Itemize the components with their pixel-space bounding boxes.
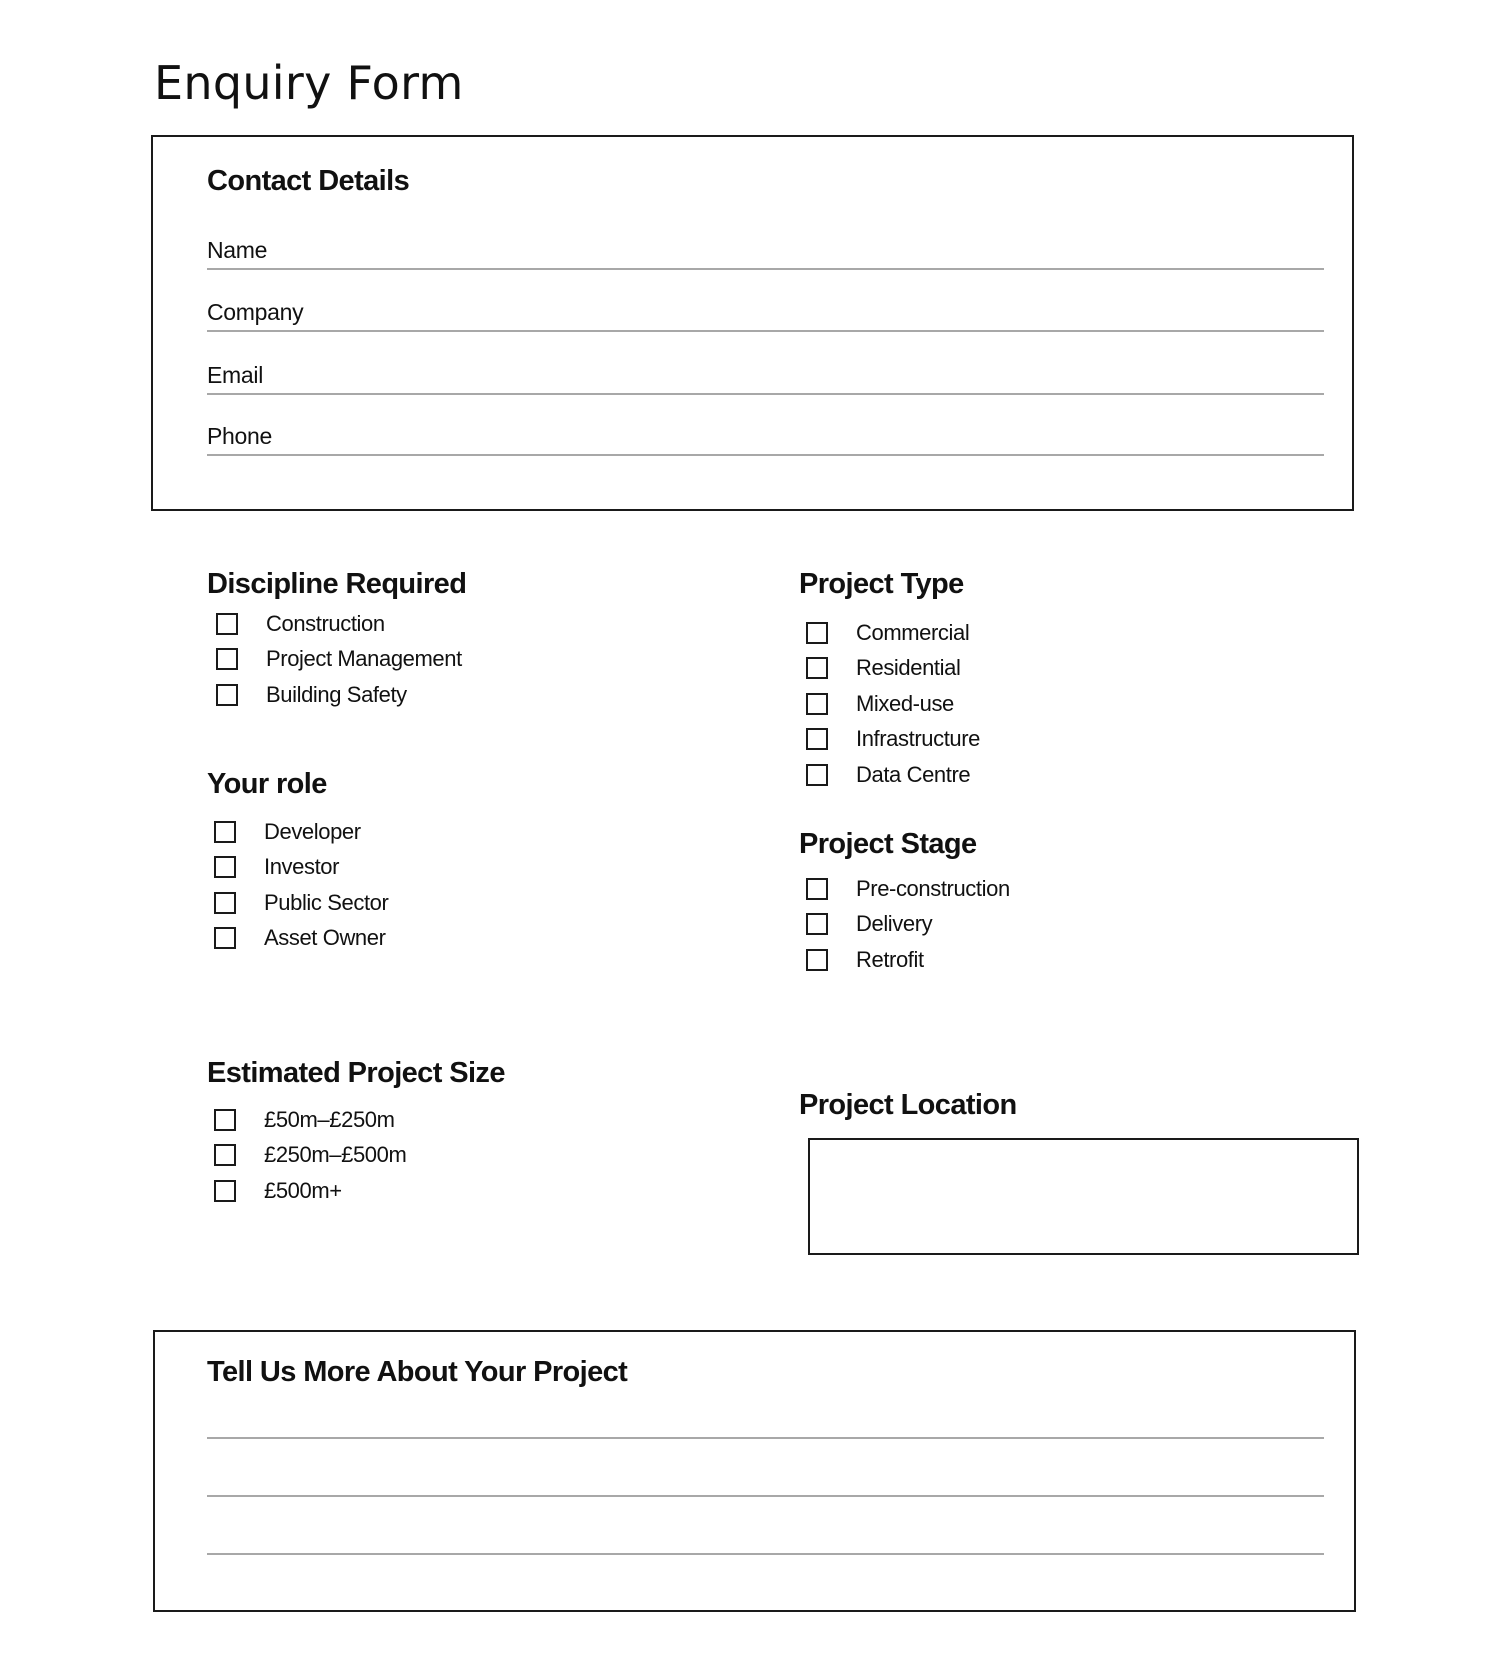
- role-option-developer[interactable]: [205, 814, 388, 850]
- option-label: Infrastructure: [856, 726, 981, 752]
- option-label: £50m–£250m: [264, 1106, 395, 1132]
- checkbox[interactable]: [214, 1109, 236, 1131]
- option-label: Project Management: [266, 646, 462, 672]
- option-label: Residential: [856, 655, 961, 681]
- option-label: Public Sector: [264, 889, 389, 915]
- discipline-option-building-safety[interactable]: [207, 677, 462, 713]
- email-field[interactable]: [207, 363, 1324, 395]
- size-option-250-500[interactable]: [205, 1138, 406, 1174]
- option-label: Data Centre: [856, 761, 971, 787]
- company-field[interactable]: [207, 300, 1324, 332]
- project-details-heading: Tell Us More About Your Project: [207, 1356, 628, 1388]
- project-stage-option-pre-construction[interactable]: [797, 871, 1010, 907]
- project-details-line-3[interactable]: [207, 1553, 1324, 1555]
- size-option-500-plus[interactable]: [205, 1173, 406, 1209]
- role-options: [205, 814, 388, 956]
- checkbox[interactable]: [806, 878, 828, 900]
- phone-field[interactable]: [207, 424, 1324, 456]
- checkbox[interactable]: [806, 657, 828, 679]
- option-label: Pre-construction: [856, 875, 1010, 901]
- checkbox[interactable]: [806, 622, 828, 644]
- project-type-heading: Project Type: [799, 568, 964, 600]
- project-location-heading: Project Location: [799, 1089, 1017, 1121]
- checkbox[interactable]: [216, 684, 238, 706]
- option-label: Investor: [264, 854, 340, 880]
- project-type-option-infrastructure[interactable]: [797, 722, 980, 758]
- checkbox[interactable]: [214, 856, 236, 878]
- option-label: £250m–£500m: [264, 1142, 407, 1168]
- checkbox[interactable]: [214, 927, 236, 949]
- discipline-heading: Discipline Required: [207, 568, 467, 600]
- project-details-line-2[interactable]: [207, 1495, 1324, 1497]
- checkbox[interactable]: [806, 913, 828, 935]
- discipline-option-construction[interactable]: [207, 606, 462, 642]
- project-stage-option-retrofit[interactable]: [797, 942, 1010, 978]
- project-type-option-data-centre[interactable]: [797, 757, 980, 793]
- project-type-option-residential[interactable]: [797, 651, 980, 687]
- contact-details-heading: Contact Details: [207, 165, 410, 197]
- project-location-input[interactable]: [808, 1138, 1359, 1255]
- project-type-option-mixed-use[interactable]: [797, 686, 980, 722]
- role-heading: Your role: [207, 768, 327, 800]
- project-stage-options: [797, 871, 1010, 978]
- checkbox[interactable]: [806, 949, 828, 971]
- option-label: Delivery: [856, 911, 933, 937]
- page-title: Enquiry Form: [154, 56, 464, 110]
- project-details-line-1[interactable]: [207, 1437, 1324, 1439]
- option-label: £500m+: [264, 1177, 342, 1203]
- role-option-asset-owner[interactable]: [205, 921, 388, 957]
- checkbox[interactable]: [214, 892, 236, 914]
- discipline-options: [207, 606, 462, 713]
- email-label: Email: [207, 362, 264, 388]
- checkbox[interactable]: [216, 613, 238, 635]
- checkbox[interactable]: [214, 821, 236, 843]
- option-label: Mixed-use: [856, 690, 954, 716]
- project-type-options: [797, 615, 980, 793]
- role-option-investor[interactable]: [205, 850, 388, 886]
- size-heading: Estimated Project Size: [207, 1057, 505, 1089]
- option-label: Construction: [266, 610, 385, 636]
- checkbox[interactable]: [806, 693, 828, 715]
- checkbox[interactable]: [214, 1180, 236, 1202]
- company-label: Company: [207, 299, 304, 325]
- option-label: Retrofit: [856, 946, 924, 972]
- project-stage-option-delivery[interactable]: [797, 907, 1010, 943]
- checkbox[interactable]: [214, 1144, 236, 1166]
- option-label: Developer: [264, 818, 361, 844]
- role-option-public-sector[interactable]: [205, 885, 388, 921]
- discipline-option-project-management[interactable]: [207, 642, 462, 678]
- project-stage-heading: Project Stage: [799, 828, 977, 860]
- checkbox[interactable]: [216, 648, 238, 670]
- name-label: Name: [207, 237, 268, 263]
- checkbox[interactable]: [806, 728, 828, 750]
- size-options: [205, 1102, 406, 1209]
- option-label: Building Safety: [266, 681, 407, 707]
- project-type-option-commercial[interactable]: [797, 615, 980, 651]
- phone-label: Phone: [207, 423, 273, 449]
- size-option-50-250[interactable]: [205, 1102, 406, 1138]
- name-field[interactable]: [207, 238, 1324, 270]
- checkbox[interactable]: [806, 764, 828, 786]
- option-label: Asset Owner: [264, 925, 386, 951]
- option-label: Commercial: [856, 619, 970, 645]
